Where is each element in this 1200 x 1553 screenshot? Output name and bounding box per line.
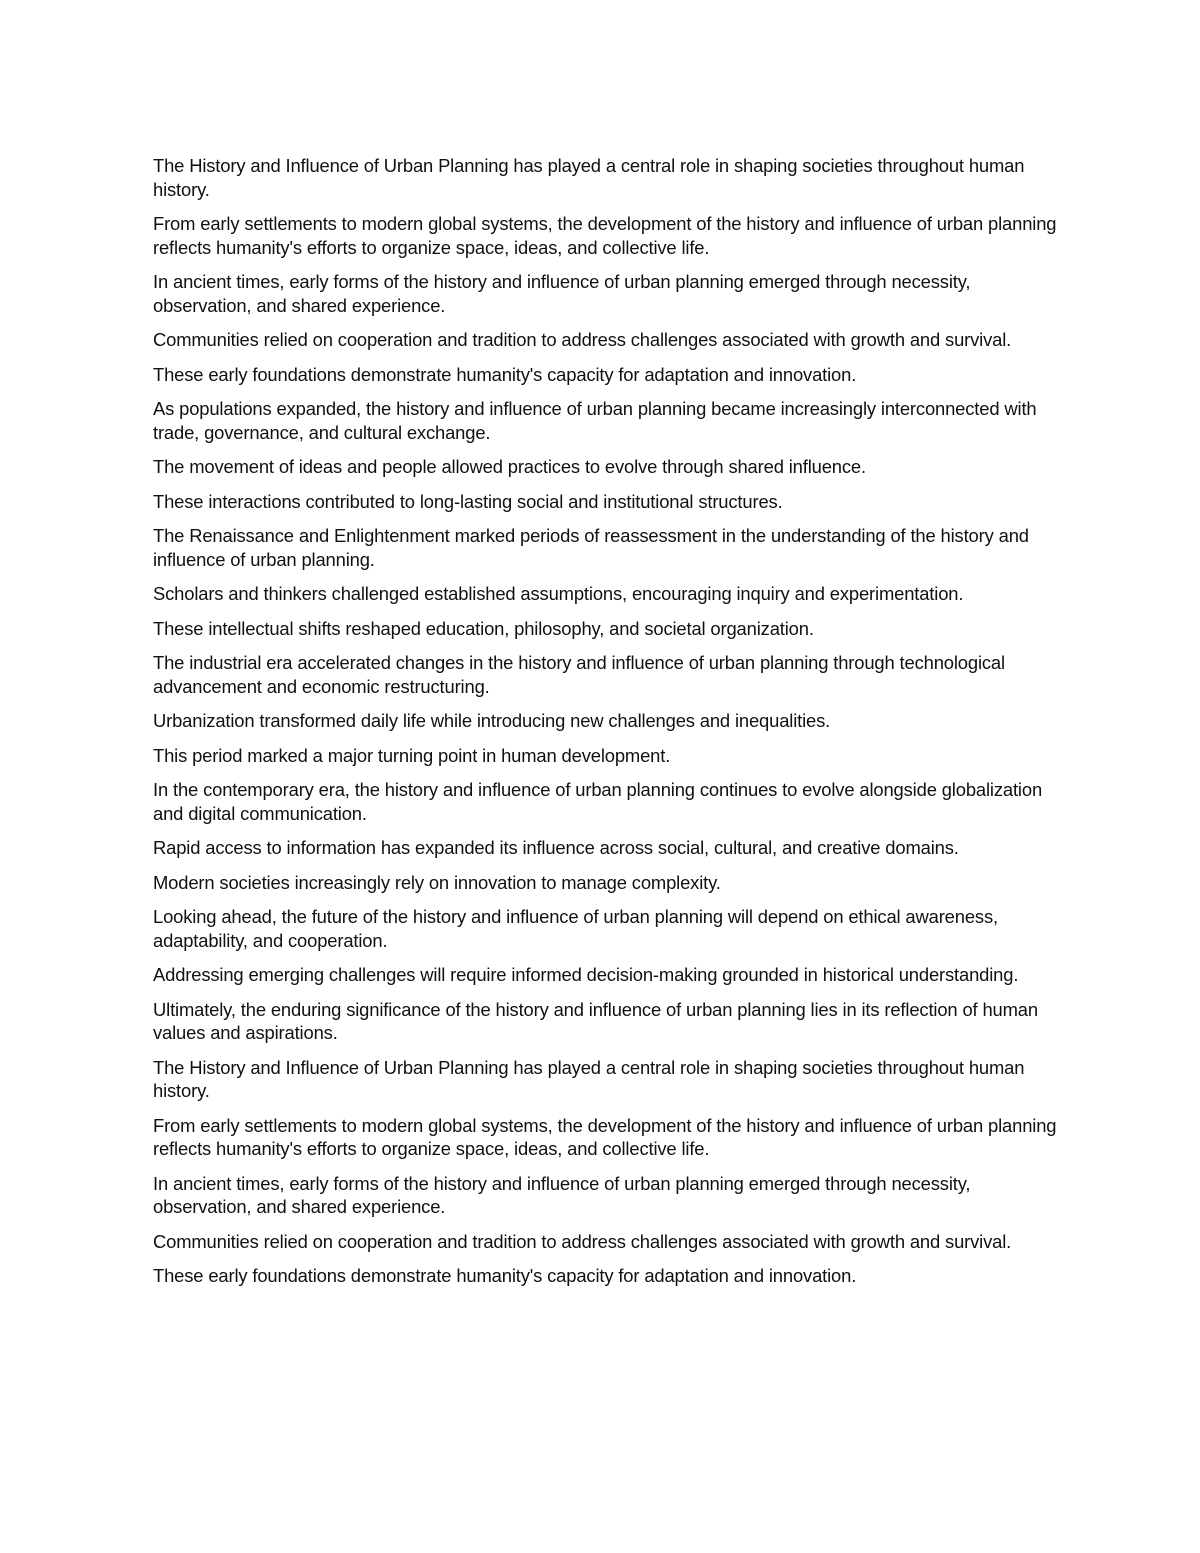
paragraph: From early settlements to modern global systems, the development of the history and influence of urban planning reflects humanity's efforts to organize space, ideas, and collective life.	[153, 1114, 1057, 1159]
paragraph: The History and Influence of Urban Planning has played a central role in shaping societies throughout human history.	[153, 155, 1025, 200]
paragraph: This period marked a major turning point in human development.	[153, 744, 671, 766]
document-body	[153, 154, 1058, 1299]
paragraph: Scholars and thinkers challenged established assumptions, encouraging inquiry and experimentation.	[153, 583, 964, 604]
paragraph: Communities relied on cooperation and tradition to address challenges associated with growth and survival.	[153, 329, 1012, 350]
paragraph: Communities relied on cooperation and tradition to address challenges associated with growth and survival.	[153, 1230, 1012, 1252]
paragraph: Rapid access to information has expanded its influence across social, cultural, and creative domains.	[153, 837, 959, 858]
paragraph: The movement of ideas and people allowed practices to evolve through shared influence.	[153, 456, 866, 477]
paragraph: From early settlements to modern global systems, the development of the history and influence of urban planning reflects humanity's efforts to organize space, ideas, and collective life.	[153, 213, 1057, 258]
paragraph: The History and Influence of Urban Planning has played a central role in shaping societies throughout human history.	[153, 1056, 1025, 1101]
paragraph: These early foundations demonstrate humanity's capacity for adaptation and innovation.	[153, 363, 857, 385]
paragraph: These interactions contributed to long-lasting social and institutional structures.	[153, 490, 783, 512]
paragraph: The industrial era accelerated changes in the history and influence of urban planning through technological advancement and economic restructuring.	[153, 652, 1005, 697]
paragraph: Ultimately, the enduring significance of the history and influence of urban planning lies in its reflection of human values and aspirations.	[153, 998, 1038, 1043]
paragraph: In the contemporary era, the history and influence of urban planning continues to evolve alongside globalization and digital communication.	[153, 779, 1043, 824]
paragraph: These intellectual shifts reshaped education, philosophy, and societal organization.	[153, 617, 814, 639]
paragraph: Looking ahead, the future of the history and influence of urban planning will depend on ethical awareness, adaptability, and cooperation.	[153, 906, 998, 951]
paragraph: These early foundations demonstrate humanity's capacity for adaptation and innovation.	[153, 1265, 857, 1286]
paragraph: In ancient times, early forms of the history and influence of urban planning emerged through necessity, observation, and shared experience.	[153, 271, 971, 316]
paragraph: Modern societies increasingly rely on innovation to manage complexity.	[153, 871, 721, 893]
paragraph: The Renaissance and Enlightenment marked periods of reassessment in the understanding of the history and influence of urban planning.	[153, 525, 1029, 570]
paragraph: As populations expanded, the history and influence of urban planning became increasingly interconnected with trade, governance, and cultural exchange.	[153, 398, 1037, 443]
paragraph: In ancient times, early forms of the history and influence of urban planning emerged through necessity, observation, and shared experience.	[153, 1172, 971, 1217]
paragraph: Urbanization transformed daily life while introducing new challenges and inequalities.	[153, 710, 831, 731]
paragraph: Addressing emerging challenges will require informed decision-making grounded in historical understanding.	[153, 964, 1019, 985]
